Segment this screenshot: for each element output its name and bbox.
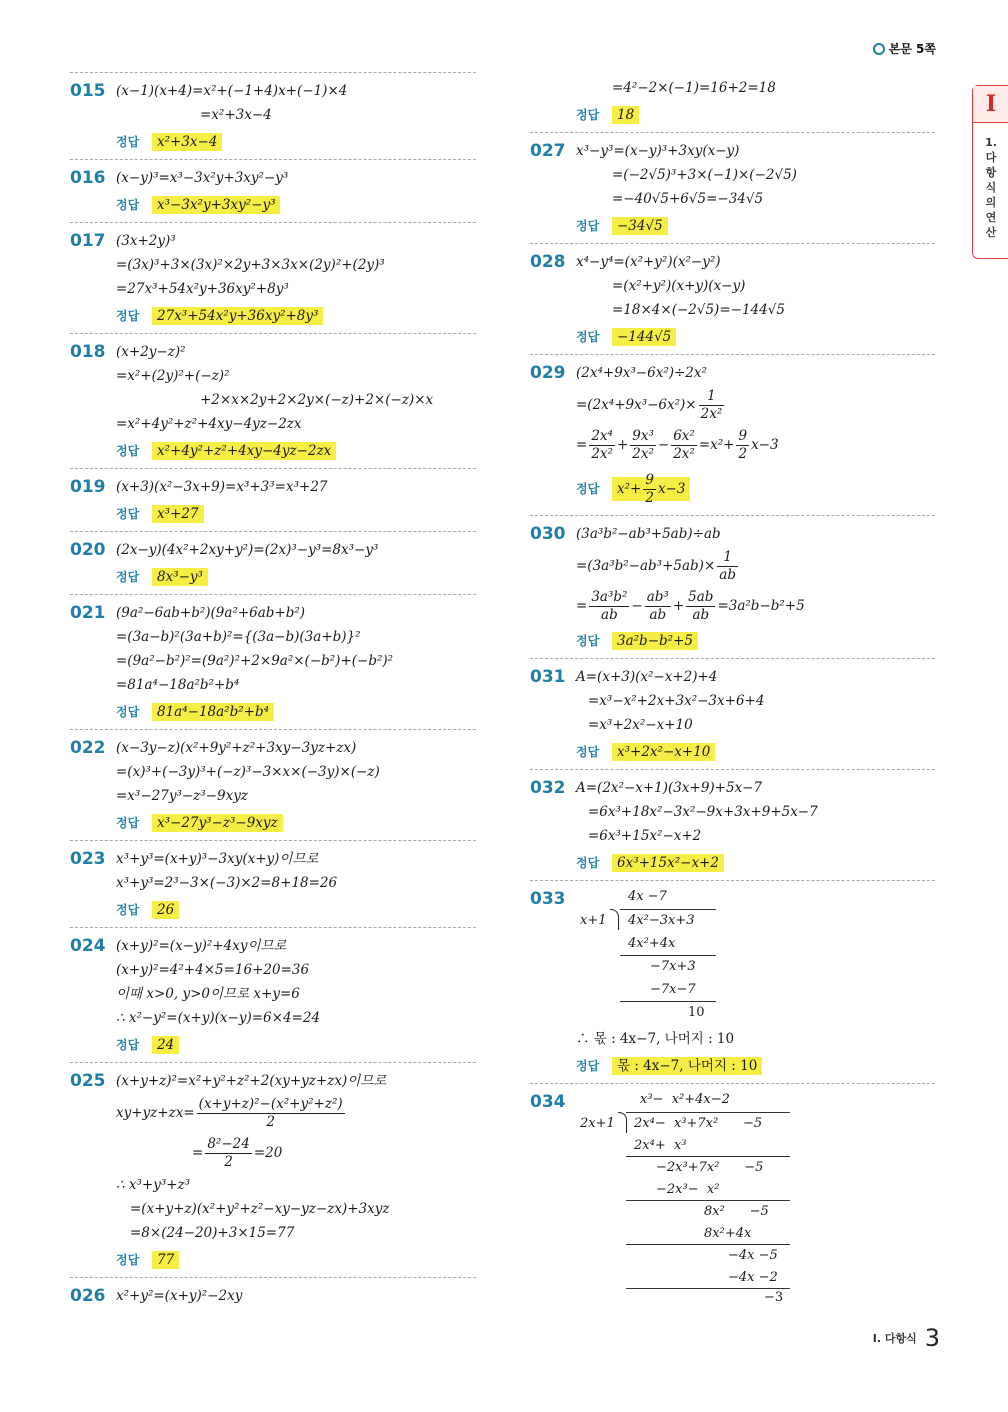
answer-row <box>576 467 935 511</box>
solution-line: x²+y²=(x+y)²−2xy <box>116 1288 243 1304</box>
answer-label: 정답 <box>576 482 600 496</box>
solution-line: =18×4×(−2√5)=−144√5 <box>612 302 785 318</box>
problem-023 <box>70 840 476 927</box>
solution-line: = $\frac{\text{8²−24}}{2}$ =20 <box>192 1136 283 1170</box>
problem-024 <box>70 927 476 1062</box>
problem-number: 019 <box>70 477 106 497</box>
subtract-line: 2x⁴+ x³ <box>634 1138 687 1153</box>
answer-label: 정답 <box>576 1059 600 1073</box>
answer-highlight: x³−27y³−z³−9xyz <box>152 814 283 832</box>
division-bar <box>626 1112 790 1113</box>
problem-030 <box>530 515 935 658</box>
answer-row <box>116 192 476 218</box>
division-rule <box>626 1288 790 1289</box>
answer-row <box>576 850 935 876</box>
answer-highlight: x³−3x²y+3xy²−y³ <box>152 196 280 214</box>
answer-highlight: x²+3x−4 <box>152 133 222 151</box>
answer-label: 정답 <box>576 219 600 233</box>
answer-label: 정답 <box>116 444 140 458</box>
division-rule <box>620 955 716 956</box>
problem-number: 028 <box>530 252 566 272</box>
answer-label: 정답 <box>576 634 600 648</box>
answer-highlight: 6x³+15x²−x+2 <box>612 854 724 872</box>
problem-020 <box>70 531 476 594</box>
answer-row <box>116 303 476 329</box>
answer-label: 정답 <box>576 108 600 122</box>
solution-line: =6x³+15x²−x+2 <box>588 828 702 844</box>
solution-line: =(3a³b²−ab³+5ab)× $\frac{1}{ab}$ <box>576 549 736 583</box>
remainder: −3 <box>764 1290 784 1305</box>
solution-line: ∴ x²−y²=(x+y)(x−y)=6×4=24 <box>116 1010 321 1026</box>
problem-028 <box>530 243 935 354</box>
solution-line: (2x⁴+9x³−6x²)÷2x² <box>576 365 707 381</box>
solution-line: =(3a−b)²(3a+b)²={(3a−b)(3a+b)}² <box>116 629 361 645</box>
solution-line: (x−1)(x+4)=x²+(−1+4)x+(−1)×4 <box>116 83 348 99</box>
problem-number: 026 <box>70 1286 106 1306</box>
answer-highlight: −34√5 <box>612 217 668 235</box>
problem-number: 022 <box>70 738 106 758</box>
solution-line: 이때 x>0, y>0이므로 x+y=6 <box>116 986 300 1002</box>
problem-number: 023 <box>70 849 106 869</box>
solution-line: =x²+4y²+z²+4xy−4yz−2zx <box>116 416 302 432</box>
solution-line: =(−2√5)³+3×(−1)×(−2√5) <box>612 167 797 183</box>
answer-label: 정답 <box>116 135 140 149</box>
subtract-line: −2x³+7x² −5 <box>656 1160 764 1175</box>
answer-row <box>576 739 935 765</box>
solution-line: =(x)³+(−3y)³+(−z)³−3×x×(−3y)×(−z) <box>116 764 380 780</box>
subtract-line: −4x −5 <box>728 1248 778 1263</box>
solution-line: x⁴−y⁴=(x²+y²)(x²−y²) <box>576 254 721 270</box>
fraction: $\frac{\text{2x⁴}}{\text{2x²}}$ <box>591 428 613 462</box>
solution-line: A=(x+3)(x²−x+2)+4 <box>576 669 718 685</box>
solution-line: =x²+(2y)²+(−z)² <box>116 368 230 384</box>
problem-033 <box>530 880 935 1083</box>
problem-016 <box>70 159 476 222</box>
answer-row <box>116 810 476 836</box>
answer-row <box>576 1053 935 1079</box>
solution-line: =8×(24−20)+3×15=77 <box>130 1225 295 1241</box>
solution-line: (x+y+z)²=x²+y²+z²+2(xy+yz+zx)이므로 <box>116 1073 387 1089</box>
answer-label: 정답 <box>116 309 140 323</box>
answer-label: 정답 <box>116 507 140 521</box>
solution-line: ∴ 몫 : 4x−7, 나머지 : 10 <box>576 1031 735 1047</box>
problem-034 <box>530 1083 935 1304</box>
problem-number: 029 <box>530 363 566 383</box>
solution-line: =(2x⁴+9x³−6x²)× $\frac{1}{\text{2x²}}$ <box>576 388 723 422</box>
answer-row <box>576 324 935 350</box>
problem-015 <box>70 72 476 159</box>
solution-line: (3x+2y)³ <box>116 233 176 249</box>
solution-line: =27x³+54x²y+36xy²+8y³ <box>116 281 289 297</box>
subtract-line: −7x+3 <box>650 959 696 974</box>
division-bracket <box>618 1112 627 1133</box>
solution-line: x³+y³=2³−3×(−3)×2=8+18=26 <box>116 875 338 891</box>
solution-line: +2×x×2y+2×2y×(−z)+2×(−z)×x <box>200 392 434 408</box>
answer-highlight: 26 <box>152 901 179 919</box>
solution-line: (x−3y−z)(x²+9y²+z²+3xy−3yz+zx) <box>116 740 357 756</box>
solution-line: =6x³+18x²−3x²−9x+3x+9+5x−7 <box>588 804 818 820</box>
problem-021 <box>70 594 476 729</box>
solution-line: (x+2y−z)² <box>116 344 186 360</box>
answer-label: 정답 <box>576 856 600 870</box>
divisor: x+1 <box>580 913 607 928</box>
fraction: $\frac{\text{9x³}}{\text{2x²}}$ <box>632 428 654 462</box>
problem-number: 015 <box>70 81 106 101</box>
solution-line: = $\frac{\text{3a³b²}}{ab}$ − $\frac{\text{ab³}}{ab}$ + $\frac{5ab}{ab}$ =3a²b−b²+5 <box>576 589 805 623</box>
problem-number: 024 <box>70 936 106 956</box>
problem-025 <box>70 1062 476 1277</box>
chapter-section-title: 1.다항식의연산 <box>985 136 997 239</box>
answer-highlight: 몫 : 4x−7, 나머지 : 10 <box>612 1057 762 1075</box>
fraction: $\frac{\text{(x+y+z)²−(x²+y²+z²)}}{2}$ <box>198 1096 343 1130</box>
division-rule <box>620 1001 716 1002</box>
fraction: $\frac{9}{2}$ <box>645 472 654 506</box>
answer-row <box>576 102 935 128</box>
fraction: $\frac{5ab}{ab}$ <box>688 589 714 623</box>
answer-label: 정답 <box>576 330 600 344</box>
problem-number: 027 <box>530 141 566 161</box>
division-rule <box>626 1244 790 1245</box>
problem-number: 021 <box>70 603 106 623</box>
problem-number: 025 <box>70 1071 106 1091</box>
solution-line: =4²−2×(−1)=16+2=18 <box>612 80 776 96</box>
solution-line: =(x²+y²)(x+y)(x−y) <box>612 278 746 294</box>
solution-line: (x+y)²=4²+4×5=16+20=36 <box>116 962 310 978</box>
chapter-side-tab <box>972 85 1008 259</box>
problem-031 <box>530 658 935 769</box>
problem-022 <box>70 729 476 840</box>
page-footer <box>873 1324 940 1352</box>
solution-line: (x+3)(x²−3x+9)=x³+3³=x³+27 <box>116 479 328 495</box>
answer-highlight: x²+4y²+z²+4xy−4yz−2zx <box>152 442 336 460</box>
solution-line: =(9a²−b²)²=(9a²)²+2×9a²×(−b²)+(−b²)² <box>116 653 394 669</box>
problem-number: 020 <box>70 540 106 560</box>
solution-line: =−40√5+6√5=−34√5 <box>612 191 764 207</box>
solution-line: =x²+3x−4 <box>200 107 272 123</box>
answer-row <box>116 129 476 155</box>
answer-label: 정답 <box>116 1253 140 1267</box>
quotient: x³− x²+4x−2 <box>640 1092 730 1107</box>
problem-number: 034 <box>530 1092 566 1112</box>
solution-line: (9a²−6ab+b²)(9a²+6ab+b²) <box>116 605 306 621</box>
subtract-line: 4x²+4x <box>628 936 676 951</box>
solution-line: (x−y)³=x³−3x²y+3xy²−y³ <box>116 170 289 186</box>
dividend: 4x²−3x+3 <box>628 913 695 928</box>
answer-highlight: 81a⁴−18a²b²+b⁴ <box>152 703 274 721</box>
solution-line: = $\frac{\text{2x⁴}}{\text{2x²}}$ + $\frac{\text{9x³}}{\text{2x²}}$ − $\frac{\text{6x²}}{\text{2x²}}$ =x²+ $\frac{9}{2}$ x−3 <box>576 428 779 462</box>
answer-row <box>116 897 476 923</box>
solution-line: =x³+2x²−x+10 <box>588 717 693 733</box>
left-column <box>70 72 476 1312</box>
answer-highlight: 27x³+54x²y+36xy²+8y³ <box>152 307 323 325</box>
subtract-line: −4x −2 <box>728 1270 778 1285</box>
answer-highlight: 18 <box>612 106 639 124</box>
answer-highlight: 77 <box>152 1251 179 1269</box>
problem-017 <box>70 222 476 333</box>
solution-line: =x³−x²+2x+3x²−3x+6+4 <box>588 693 765 709</box>
answer-label: 정답 <box>116 570 140 584</box>
answer-row <box>116 1247 476 1273</box>
answer-label: 정답 <box>116 705 140 719</box>
subtract-line: 8x²+4x <box>704 1226 752 1241</box>
page-number: 3 <box>924 1324 940 1352</box>
answer-highlight: 24 <box>152 1036 179 1054</box>
problem-number: 017 <box>70 231 106 251</box>
answer-highlight: x²+ $\frac{9}{2}$ x−3 <box>612 477 690 501</box>
footer-section: I. 다항식 <box>872 1332 917 1345</box>
problem-number: 033 <box>530 889 566 909</box>
problem-019 <box>70 468 476 531</box>
answer-label: 정답 <box>576 745 600 759</box>
fraction: $\frac{\text{ab³}}{ab}$ <box>646 589 669 623</box>
divisor: 2x+1 <box>580 1116 615 1131</box>
dividend: 2x⁴− x³+7x² −5 <box>634 1116 763 1131</box>
fraction: $\frac{9}{2}$ <box>738 428 748 462</box>
problem-027 <box>530 132 935 243</box>
answer-highlight: 3a²b−b²+5 <box>612 632 698 650</box>
fraction: $\frac{1}{ab}$ <box>719 549 736 583</box>
answer-highlight: x³+2x²−x+10 <box>612 743 715 761</box>
solution-line: x³+y³=(x+y)³−3xy(x+y)이므로 <box>116 851 319 867</box>
answer-label: 정답 <box>116 816 140 830</box>
solution-line: A=(2x²−x+1)(3x+9)+5x−7 <box>576 780 763 796</box>
answer-highlight: −144√5 <box>612 328 676 346</box>
circle-bullet-icon <box>873 43 885 55</box>
problem-026 <box>70 1277 476 1312</box>
subtract-line: 8x² −5 <box>704 1204 769 1219</box>
division-rule <box>626 1200 790 1201</box>
problem-026-continued <box>530 72 935 132</box>
solution-line: xy+yz+zx= $\frac{\text{(x+y+z)²−(x²+y²+z²)}}{2}$ <box>116 1096 343 1130</box>
answer-row <box>116 564 476 590</box>
answer-label: 정답 <box>116 1038 140 1052</box>
answer-row <box>116 1032 476 1058</box>
answer-highlight: 8x³−y³ <box>152 568 208 586</box>
answer-row <box>116 699 476 725</box>
subtract-line: −2x³− x² <box>656 1182 720 1197</box>
fraction: $\frac{\text{3a³b²}}{ab}$ <box>591 589 628 623</box>
solution-line: =(3x)³+3×(3x)²×2y+3×3x×(2y)²+(2y)³ <box>116 257 385 273</box>
problem-029 <box>530 354 935 515</box>
long-division <box>580 887 935 1021</box>
solution-line: ∴ x³+y³+z³ <box>116 1177 191 1193</box>
fraction: $\frac{\text{6x²}}{\text{2x²}}$ <box>673 428 695 462</box>
subtract-line: −7x−7 <box>650 982 696 997</box>
chapter-roman-numeral: I <box>973 86 1008 123</box>
answer-label: 정답 <box>116 198 140 212</box>
quotient: 4x −7 <box>628 889 667 904</box>
answer-highlight: x³+27 <box>152 505 204 523</box>
problem-number: 018 <box>70 342 106 362</box>
fraction: $\frac{\text{8²−24}}{2}$ <box>207 1136 250 1170</box>
solution-line: (x+y)²=(x−y)²+4xy이므로 <box>116 938 287 954</box>
long-division <box>580 1090 935 1305</box>
solution-line: (3a³b²−ab³+5ab)÷ab <box>576 526 721 542</box>
problem-number: 016 <box>70 168 106 188</box>
solution-line: =81a⁴−18a²b²+b⁴ <box>116 677 240 693</box>
answer-row <box>116 501 476 527</box>
fraction: $\frac{1}{\text{2x²}}$ <box>700 388 723 422</box>
answer-row <box>576 213 935 239</box>
problem-number: 030 <box>530 524 566 544</box>
answer-row <box>576 628 935 654</box>
solution-line: =x³−27y³−z³−9xyz <box>116 788 248 804</box>
solution-line: =(x+y+z)(x²+y²+z²−xy−yz−zx)+3xyz <box>130 1201 390 1217</box>
page-reference: 본문 5쪽 <box>873 40 936 57</box>
division-rule <box>626 1156 790 1157</box>
answer-label: 정답 <box>116 903 140 917</box>
problem-number: 031 <box>530 667 566 687</box>
problem-032 <box>530 769 935 880</box>
problem-018 <box>70 333 476 468</box>
problem-number: 032 <box>530 778 566 798</box>
remainder: 10 <box>688 1005 705 1020</box>
answer-row <box>116 438 476 464</box>
division-bar <box>620 909 716 910</box>
solution-line: x³−y³=(x−y)³+3xy(x−y) <box>576 143 740 159</box>
solution-line: (2x−y)(4x²+2xy+y²)=(2x)³−y³=8x³−y³ <box>116 542 379 558</box>
right-column <box>530 72 935 1304</box>
division-bracket <box>610 909 619 930</box>
